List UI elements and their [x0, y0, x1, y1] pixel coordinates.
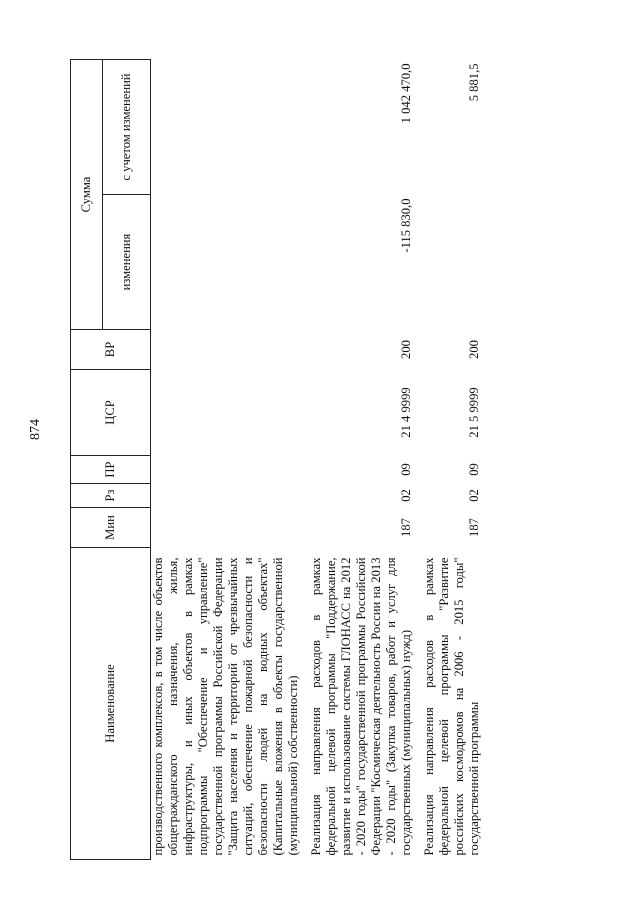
header-pr: ПР	[71, 456, 151, 484]
row-pr: 09	[467, 463, 481, 476]
row-rz	[151, 484, 310, 508]
table-row	[422, 59, 490, 859]
row-name: Реализация направления расходов в рамках федеральной целевой программы "Поддержание, развитие и использование системы ГЛОНАСС на 2012 - 2020 годы" государственной программы Российской Федерации "Космическая деятельность России на 2013 - 2020 годы" (Закупка товаров, работ и услуг для государственных (муниципальных) нужд)	[309, 557, 413, 856]
row-vr: 200	[399, 340, 413, 359]
row-min	[151, 508, 310, 548]
row-min: 187	[399, 518, 413, 537]
row-pr	[151, 456, 310, 484]
header-change: изменения	[103, 195, 151, 330]
header-with-change: с учетом изменений	[103, 59, 151, 194]
row-with-change	[151, 59, 310, 194]
header-csr: ЦСР	[71, 370, 151, 456]
page-number: 874	[28, 419, 43, 440]
table-row	[309, 59, 422, 859]
row-csr: 21 5 9999	[467, 387, 481, 438]
row-vr: 200	[467, 340, 481, 359]
row-pr: 09	[399, 463, 413, 476]
header-vr: ВР	[71, 330, 151, 370]
header-sum: Сумма	[71, 59, 103, 329]
budget-table-sheet	[70, 60, 630, 860]
row-change: -115 830,0	[399, 198, 413, 253]
row-csr	[151, 370, 310, 456]
budget-table	[70, 59, 490, 860]
table-row	[151, 59, 310, 859]
row-rz: 02	[399, 489, 413, 502]
row-csr: 21 4 9999	[399, 387, 413, 438]
header-min: Мин	[71, 508, 151, 548]
row-change	[422, 195, 490, 330]
row-name: производственного комплексов, в том числе объектов общегражданского назначения, жилья, инфраструктуры, и иных объектов в рамках подпрограммы "Обеспечение и управление" государственной программы Российской Федерации "Защита населения и территорий от чрезвычайных ситуаций, обеспечение пожарной безопасности и безопасности людей на водных объектах" (Капитальные вложения в объекты государственной (муниципальной) собственности)	[151, 557, 300, 856]
row-min: 187	[467, 518, 481, 537]
row-change	[151, 195, 310, 330]
row-with-change: 1 042 470,0	[399, 63, 413, 124]
row-vr	[151, 330, 310, 370]
row-name: Реализация направления расходов в рамках федеральной целевой программы "Развитие российских космодромов на 2006 - 2015 годы" государственной программы	[422, 557, 481, 856]
header-name: Наименование	[71, 548, 151, 860]
table-header	[71, 59, 151, 859]
header-rz: Рз	[71, 484, 151, 508]
row-with-change: 5 881,5	[467, 63, 481, 102]
table-body	[151, 59, 491, 859]
row-rz: 02	[467, 489, 481, 502]
